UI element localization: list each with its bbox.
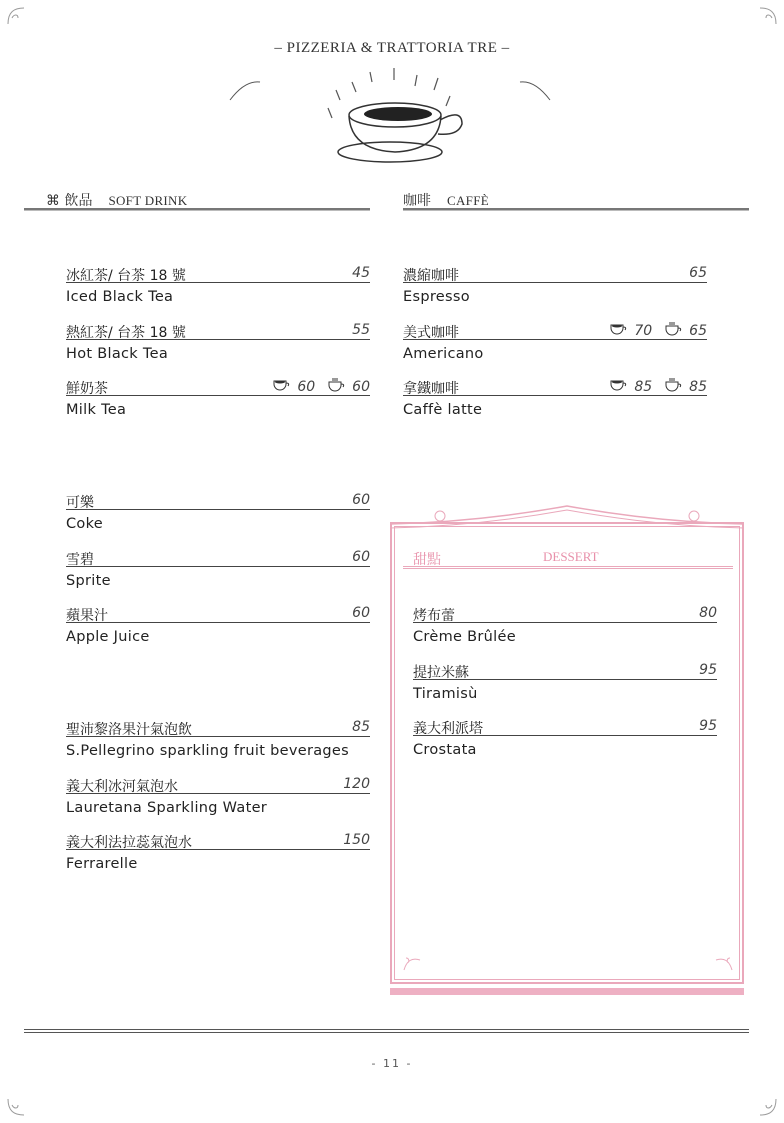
hot-price-value: 65 [689,322,707,339]
dessert-frame-bar [390,988,744,995]
hot-cup-icon [664,378,684,396]
item-name-en: Ferrarelle [66,856,138,872]
soft-drink-item [66,832,370,878]
hot-price [664,378,707,396]
soft-drink-item [66,265,370,311]
item-name-cn: 蘋果汁 [66,608,108,624]
item-name-cn: 聖沛黎洛果汁氣泡飲 [66,722,192,738]
corner-ornament-icon [4,1095,28,1119]
item-price: 95 [699,718,717,734]
caffe-item [403,322,707,368]
item-price-group [352,492,370,508]
hot-price-value: 85 [689,379,707,395]
item-price-group [352,549,370,565]
iced-price-value: 70 [634,322,653,339]
item-price: 85 [352,719,370,735]
item-price-group [689,265,707,281]
item-name-en: Caffè latte [403,402,483,418]
iced-price [609,379,652,395]
item-price-group [343,832,370,848]
item-price: 60 [352,605,370,621]
item-price-group [343,776,370,792]
item-name-en: Americano [403,345,484,362]
item-price-group [609,378,707,396]
iced-price-value: 60 [297,379,316,395]
item-name-en: Sprite [66,572,111,589]
item-price: 80 [699,605,717,621]
item-price-group [352,265,370,281]
item-price-group [609,322,707,340]
corner-ornament-icon [756,1095,780,1119]
item-price: 150 [343,832,370,848]
corner-ornament-icon [4,4,28,28]
soft-drink-heading [46,190,188,209]
soft-drink-title-cn: 飲品 [64,193,93,209]
hot-price [327,378,370,396]
soft-drink-item [66,549,370,595]
restaurant-brand: – PIZZERIA & TRATTORIA TRE – [274,40,510,56]
item-rule [66,622,370,623]
flourish-icon [712,950,736,974]
hot-price [664,322,707,340]
clover-icon: ⌘ [46,193,60,209]
item-price-group [352,719,370,735]
item-name-en: Tiramisù [413,685,478,702]
dessert-heading [413,549,599,568]
item-name-cn: 濃縮咖啡 [403,268,459,284]
item-name-cn: 拿鐵咖啡 [403,381,459,397]
item-price: 55 [352,321,370,338]
section-divider [403,208,749,211]
footer-divider [24,1029,749,1033]
caffe-title-cn: 咖啡 [403,193,431,209]
item-price: 65 [689,265,707,281]
item-name-en: Crème Brûlée [413,629,516,645]
item-name-cn: 義大利法拉蕊氣泡水 [66,835,192,851]
item-name-cn: 熱紅茶/ 台茶 18 號 [66,324,186,341]
item-price: 120 [343,775,370,792]
item-name-cn: 義大利派塔 [413,721,483,737]
section-divider [24,208,370,211]
item-price-group [352,605,370,621]
item-name-en: Iced Black Tea [66,289,174,305]
item-rule [66,566,370,567]
caffe-item [403,265,707,311]
dessert-title-en: DESSERT [543,549,599,564]
item-name-en: Coke [66,516,103,532]
item-price: 45 [352,265,370,281]
soft-drink-item [66,776,370,822]
soft-drink-item [66,378,370,424]
item-name-cn: 美式咖啡 [403,324,459,341]
iced-price [272,379,315,395]
caffe-title-en: CAFFÈ [447,193,489,208]
item-price: 95 [699,661,717,678]
item-rule [66,509,370,510]
item-name-en: Hot Black Tea [66,345,169,362]
item-price-group [352,322,370,338]
corner-ornament-icon [756,4,780,28]
iced-price-value: 85 [634,379,653,395]
soft-drink-item [66,492,370,538]
iced-cup-icon [609,379,629,395]
item-name-cn: 冰紅茶/ 台茶 18 號 [66,268,186,284]
item-name-en: Apple Juice [66,629,150,645]
item-name-cn: 烤布蕾 [413,608,455,624]
item-name-en: Crostata [413,742,477,758]
iced-price [609,323,652,339]
dessert-divider [403,566,733,569]
item-name-cn: 雪碧 [66,551,94,568]
caffe-item [403,378,707,424]
soft-drink-title-en: SOFT DRINK [108,193,188,208]
hot-cup-icon [327,378,347,396]
iced-cup-icon [272,379,292,395]
item-name-en: Lauretana Sparkling Water [66,799,268,816]
iced-cup-icon [609,323,629,339]
hot-price-value: 60 [352,379,370,395]
soft-drink-item [66,605,370,651]
dessert-frame [390,522,744,984]
item-name-cn: 鮮奶茶 [66,381,108,397]
hot-cup-icon [664,322,684,340]
item-name-cn: 可樂 [66,495,94,511]
item-price-group [272,378,370,396]
item-price: 60 [352,548,370,565]
page-number: - 11 - [371,1057,413,1070]
item-price: 60 [352,492,370,508]
dessert-title-cn: 甜點 [413,552,441,568]
item-name-en: Espresso [403,289,470,305]
item-name-en: S.Pellegrino sparkling fruit beverages [66,743,349,759]
soft-drink-item [66,719,370,765]
soft-drink-item [66,322,370,368]
flourish-icon [400,950,424,974]
item-name-en: Milk Tea [66,402,127,418]
caffe-heading [403,190,489,209]
item-name-cn: 提拉米蘇 [413,664,469,681]
item-name-cn: 義大利冰河氣泡水 [66,778,178,795]
